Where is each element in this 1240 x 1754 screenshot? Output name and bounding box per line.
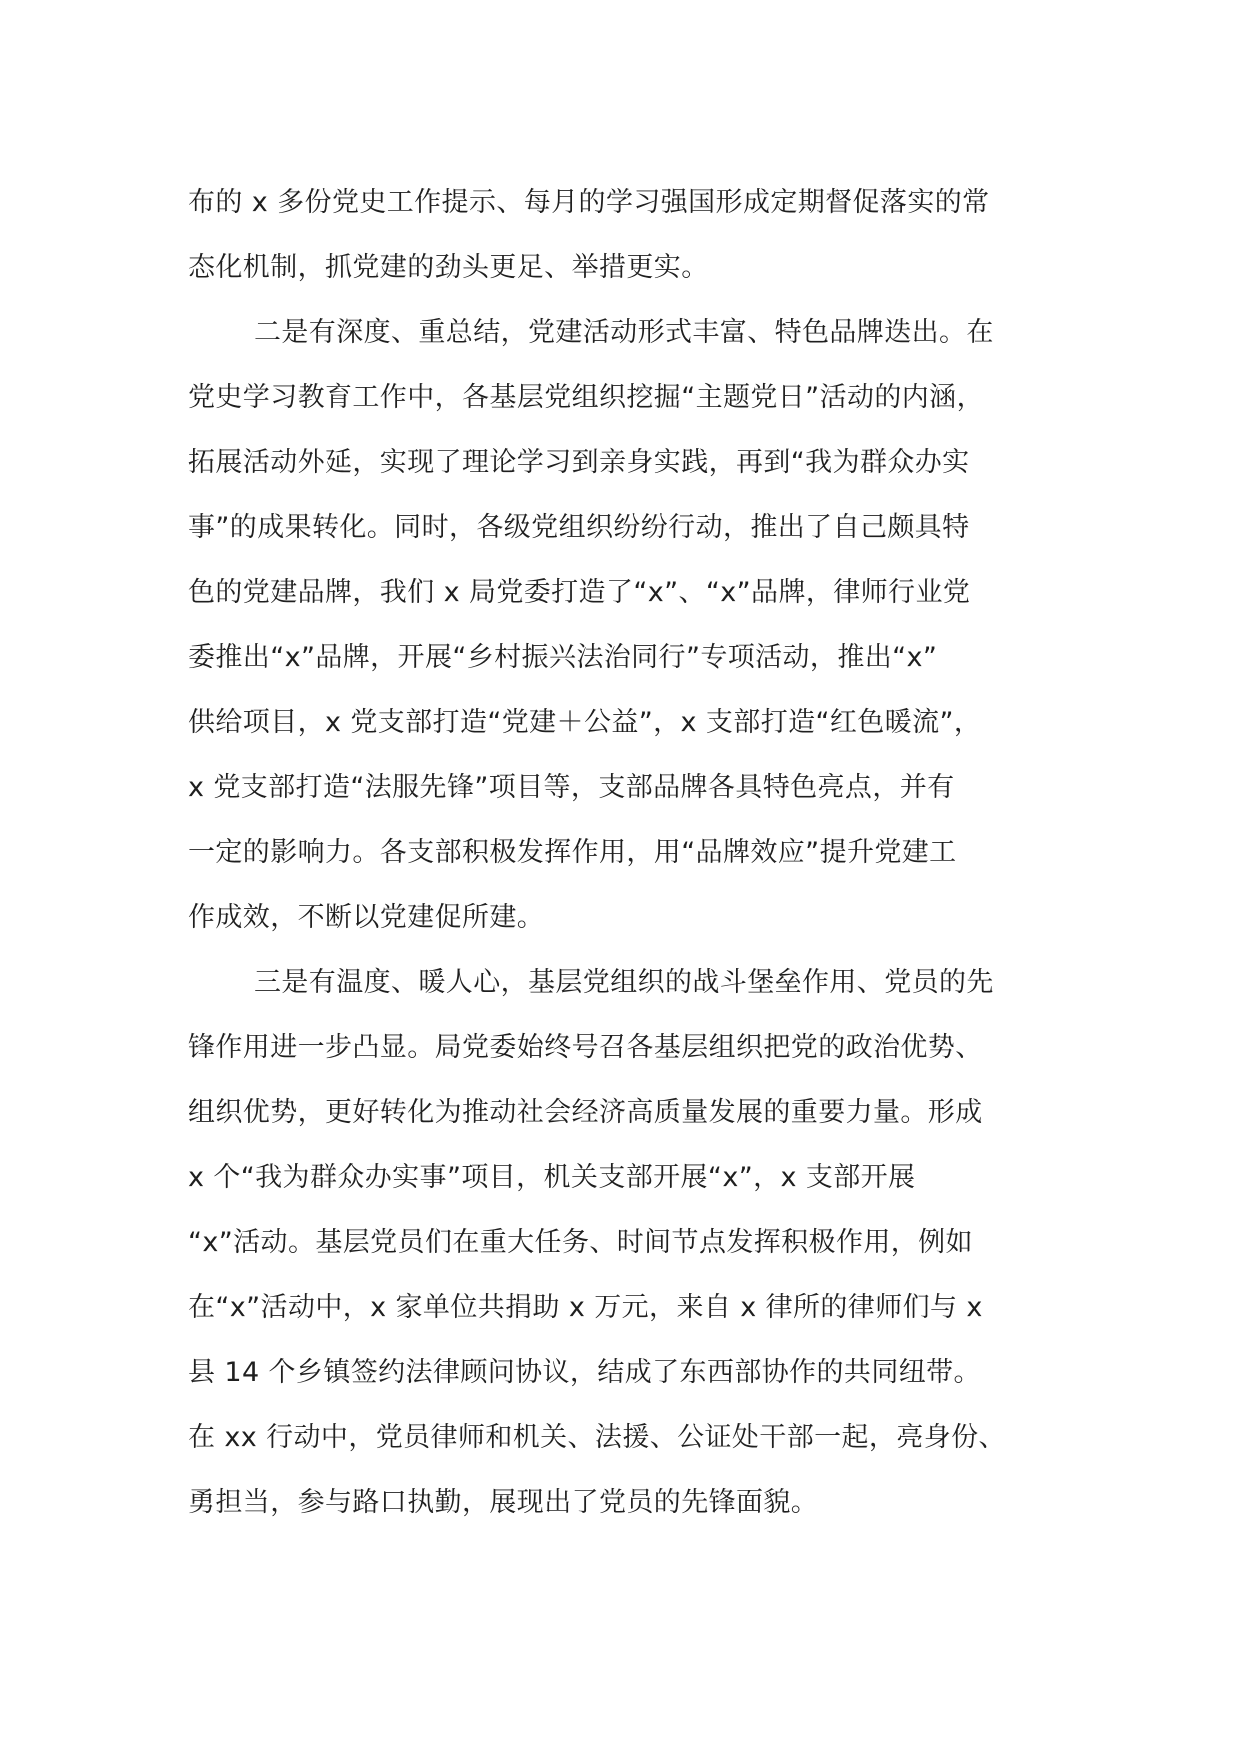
text-line: 色的党建品牌，我们 x 局党委打造了“x”、“x”品牌，律师行业党 [188, 577, 971, 608]
text-line: 事”的成果转化。同时，各级党组织纷纷行动，推出了自己颇具特 [188, 512, 970, 543]
text-line: 组织优势，更好转化为推动社会经济高质量发展的重要力量。形成 [188, 1097, 983, 1128]
text-line: 党史学习教育工作中，各基层党组织挖掘“主题党日”活动的内涵， [188, 382, 984, 413]
text-line: 县 14 个乡镇签约法律顾问协议，结成了东西部协作的共同纽带。 [188, 1357, 981, 1388]
text-line: 作成效，不断以党建促所建。 [188, 902, 545, 933]
paragraph-2 [188, 300, 1068, 950]
text-line: 布的 x 多份党史工作提示、每月的学习强国形成定期督促落实的常 [188, 187, 990, 218]
text-line: 态化机制，抓党建的劲头更足、举措更实。 [188, 252, 709, 283]
text-line: 三是有温度、暖人心，基层党组织的战斗堡垒作用、党员的先 [254, 967, 994, 998]
text-line: x 党支部打造“法服先锋”项目等，支部品牌各具特色亮点，并有 [188, 772, 955, 803]
paragraph-1 [188, 170, 1068, 300]
document-body [188, 170, 1068, 1535]
text-line: 在 xx 行动中，党员律师和机关、法援、公证处干部一起，亮身份、 [188, 1422, 1006, 1453]
text-line: 委推出“x”品牌，开展“乡村振兴法治同行”专项活动，推出“x” [188, 642, 938, 673]
text-line: x 个“我为群众办实事”项目，机关支部开展“x”，x 支部开展 [188, 1162, 916, 1193]
text-line: 供给项目，x 党支部打造“党建＋公益”，x 支部打造“红色暖流”， [188, 707, 982, 738]
text-line: 一定的影响力。各支部积极发挥作用，用“品牌效应”提升党建工 [188, 837, 957, 868]
text-line: 拓展活动外延，实现了理论学习到亲身实践，再到“我为群众办实 [188, 447, 970, 478]
text-line: “x”活动。基层党员们在重大任务、时间节点发挥积极作用，例如 [188, 1227, 973, 1258]
text-line: 勇担当，参与路口执勤，展现出了党员的先锋面貌。 [188, 1487, 819, 1518]
text-line: 在“x”活动中，x 家单位共捐助 x 万元，来自 x 律所的律师们与 x [188, 1292, 983, 1323]
text-line: 锋作用进一步凸显。局党委始终号召各基层组织把党的政治优势、 [188, 1032, 983, 1063]
paragraph-3 [188, 950, 1068, 1535]
text-line: 二是有深度、重总结，党建活动形式丰富、特色品牌迭出。在 [254, 317, 994, 348]
